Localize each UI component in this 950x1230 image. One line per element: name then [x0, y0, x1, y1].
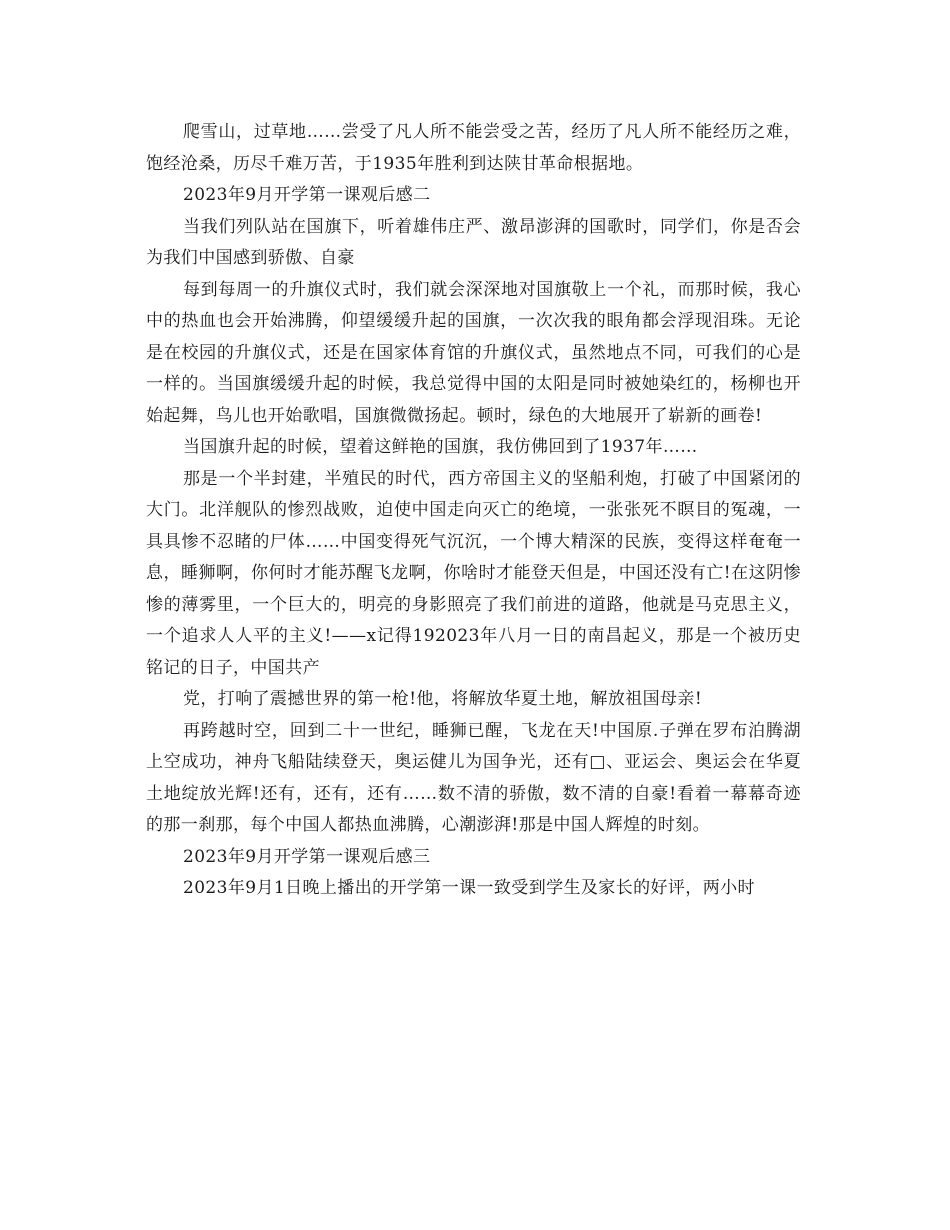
paragraph-broadcast-review: 2023年9月1日晚上播出的开学第一课一致受到学生及家长的好评，两小时 — [183, 878, 755, 898]
section-heading-3: 2023年9月开学第一课观后感三 — [183, 846, 431, 867]
document-body — [146, 117, 801, 905]
paragraph-flag-ceremony: 每到每周一的升旗仪式时，我们就会深深地对国旗敬上一个礼，而那时候，我心中的热血也会开始沸腾，仰望缓缓升起的国旗，一次次我的眼角都会浮现泪珠。无论是在校园的升旗仪式，还是在国家体育馆的升旗仪式，虽然地点不同，可我们的心是一样的。当国旗缓缓升起的时候，我总觉得中国的太阳是同时被她染红的，杨柳也开始起舞，鸟儿也开始歌唱，国旗微微扬起。顿时，绿色的大地展开了崭新的画卷! — [146, 279, 801, 426]
paragraph-first-shot: 党，打响了震撼世界的第一枪!他，将解放华夏土地，解放祖国母亲! — [183, 689, 703, 709]
paragraph-national-anthem: 当我们列队站在国旗下，听着雄伟庄严、激昂澎湃的国歌时，同学们，你是否会为我们中国感到骄傲、自豪 — [146, 216, 801, 268]
paragraph-semi-colonial-era: 那是一个半封建，半殖民的时代，西方帝国主义的坚船利炮，打破了中国紧闭的大门。北洋舰队的惨烈战败，迫使中国走向灭亡的绝境，一张张死不瞑目的冤魂，一具具惨不忍睹的尸体……中国变得死气沉沉，一个博大精深的民族，变得这样奄奄一息，睡狮啊，你何时才能苏醒飞龙啊，你啥时才能登天但是，中国还没有亡!在这阴惨惨的薄雾里，一个巨大的，明亮的身影照亮了我们前进的道路，他就是马克思主义，一个追求人人平的主义!——x记得192023年八月一日的南昌起义，那是一个被历史铭记的日子，中国共产 — [146, 468, 801, 678]
paragraph-back-to-1937: 当国旗升起的时候，望着这鲜艳的国旗，我仿佛回到了1937年…… — [183, 437, 698, 457]
paragraph-twenty-first-century: 再跨越时空，回到二十一世纪，睡狮已醒，飞龙在天!中国原.子弹在罗布泊腾湖上空成功，神舟飞船陆续登天，奥运健儿为国争光，还有□、亚运会、奥运会在华夏土地绽放光辉!还有，还有，还有……数不清的骄傲，数不清的自豪!看着一幕幕奇迹的那一刹那，每个中国人都热血沸腾，心潮澎湃!那是中国人辉煌的时刻。 — [146, 720, 801, 835]
section-heading-2: 2023年9月开学第一课观后感二 — [183, 185, 431, 205]
paragraph-long-march: 爬雪山，过草地……尝受了凡人所不能尝受之苦，经历了凡人所不能经历之难，饱经沧桑，历尽千难万苦，于1935年胜利到达陕甘革命根据地。 — [146, 122, 801, 174]
